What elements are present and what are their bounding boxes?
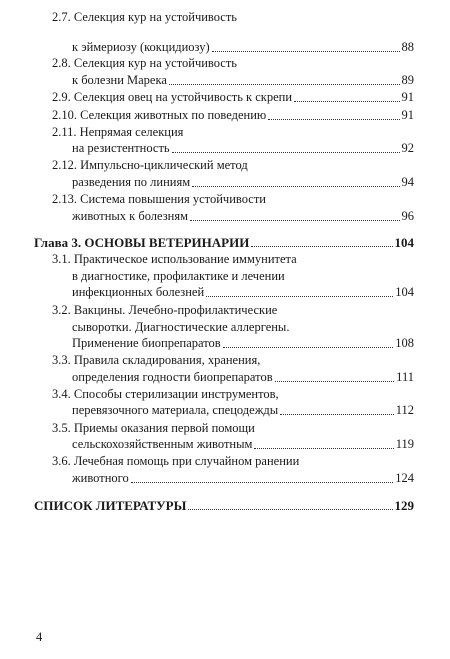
toc-entry-2-11-line-2: на резистентность: [72, 141, 170, 155]
toc-page-number: 96: [401, 209, 414, 223]
toc-entry-2-12-line-2: разведения по линиям: [72, 175, 191, 189]
toc-entry-2-8[interactable]: [72, 73, 414, 88]
toc-page-number: 104: [395, 285, 414, 299]
toc-entry-3-6-line-2: животного: [72, 471, 129, 485]
dot-leader: [169, 84, 400, 85]
toc-page-number: 124: [395, 471, 414, 485]
page-number: 4: [36, 630, 43, 644]
toc-entry-2-10-line-1: 2.10. Селекция животных по поведению: [52, 108, 267, 122]
toc-page-number: 119: [395, 437, 414, 451]
toc-entry-2-10[interactable]: [52, 108, 414, 123]
toc-entry-3-2-line-2: сыворотки. Диагностические аллергены.: [72, 320, 290, 334]
toc-entry-3-1-line-1: 3.1. Практическое использование иммунитета: [52, 252, 297, 266]
toc-entry-2-9-line-1: 2.9. Селекция овец на устойчивость к скрепи: [52, 90, 293, 104]
toc-entry-3-4[interactable]: [72, 403, 414, 418]
toc-entry-3-6[interactable]: [72, 471, 414, 486]
toc-chapter-3-title: Глава 3. ОСНОВЫ ВЕТЕРИНАРИИ: [34, 235, 250, 250]
toc-page-number: 88: [401, 40, 414, 54]
toc-entry-3-1-line-2: в диагностике, профилактике и лечении: [72, 269, 285, 283]
dot-leader: [212, 51, 400, 52]
toc-page-number: 92: [401, 141, 414, 155]
dot-leader: [190, 220, 399, 221]
toc-entry-3-4-line-2: перевязочного материала, спецодежды: [72, 403, 279, 417]
toc-page-number: 111: [396, 370, 414, 384]
toc-entry-2-9[interactable]: [52, 90, 414, 105]
toc-entry-3-3-line-2: определения годности биопрепаратов: [72, 370, 273, 384]
toc-entry-2-13-line-1: 2.13. Система повышения устойчивости: [52, 192, 266, 206]
dot-leader: [192, 186, 399, 187]
toc-entry-3-5-line-2: сельскохозяйственным животным: [72, 437, 253, 451]
toc-page-number: 94: [401, 175, 414, 189]
toc-entry-2-12[interactable]: [72, 175, 414, 190]
dot-leader: [275, 381, 395, 382]
toc-entry-2-8-line-1: 2.8. Селекция кур на устойчивость: [52, 56, 238, 70]
dot-leader: [223, 347, 394, 348]
toc-entry-3-1[interactable]: [72, 285, 414, 300]
toc-entry-3-2-line-3: Применение биопрепаратов: [72, 336, 221, 350]
toc-entry-3-3[interactable]: [72, 370, 414, 385]
dot-leader: [251, 246, 392, 247]
dot-leader: [188, 509, 392, 510]
toc-entry-2-8-line-2: к болезни Марека: [72, 73, 167, 87]
toc-references[interactable]: [34, 498, 414, 513]
toc-page-number: 91: [401, 108, 414, 122]
toc-entry-3-5[interactable]: [72, 437, 414, 452]
toc-entry-3-4-line-1: 3.4. Способы стерилизации инструментов,: [52, 387, 279, 401]
toc-entry-2-7-line-1: 2.7. Селекция кур на устойчивость: [52, 10, 238, 24]
toc-entry-3-2[interactable]: [72, 336, 414, 351]
toc-entry-2-7-line-2: к эймериозу (кокцидиозу): [72, 40, 210, 54]
dot-leader: [172, 152, 400, 153]
toc-entry-2-12-line-1: 2.12. Импульсно-циклический метод: [52, 158, 248, 172]
toc-entry-2-7[interactable]: [72, 40, 414, 55]
toc-entry-3-2-line-1: 3.2. Вакцины. Лечебно-профилактические: [52, 303, 278, 317]
toc-page-number: 89: [401, 73, 414, 87]
dot-leader: [206, 296, 393, 297]
toc-entry-2-11[interactable]: [72, 141, 414, 156]
dot-leader: [268, 119, 399, 120]
toc-page-number: 112: [395, 403, 414, 417]
toc-references-title: СПИСОК ЛИТЕРАТУРЫ: [34, 498, 187, 513]
toc-entry-3-5-line-1: 3.5. Приемы оказания первой помощи: [52, 421, 255, 435]
toc-page-number: 108: [395, 336, 414, 350]
dot-leader: [294, 101, 399, 102]
toc-entry-3-3-line-1: 3.3. Правила складирования, хранения,: [52, 353, 261, 367]
toc-entry-2-11-line-1: 2.11. Непрямая селекция: [52, 125, 184, 139]
dot-leader: [131, 482, 394, 483]
toc-entry-2-13[interactable]: [72, 209, 414, 224]
toc-entry-3-1-line-3: инфекционных болезней: [72, 285, 205, 299]
toc-entry-3-6-line-1: 3.6. Лечебная помощь при случайном ранении: [52, 454, 300, 468]
dot-leader: [280, 414, 394, 415]
toc-page-number: 91: [401, 90, 414, 104]
toc-chapter-3[interactable]: [34, 235, 414, 250]
toc-page-number: 129: [394, 498, 414, 513]
toc-entry-2-13-line-2: животных к болезням: [72, 209, 189, 223]
toc-page-number: 104: [394, 235, 414, 250]
dot-leader: [254, 448, 393, 449]
